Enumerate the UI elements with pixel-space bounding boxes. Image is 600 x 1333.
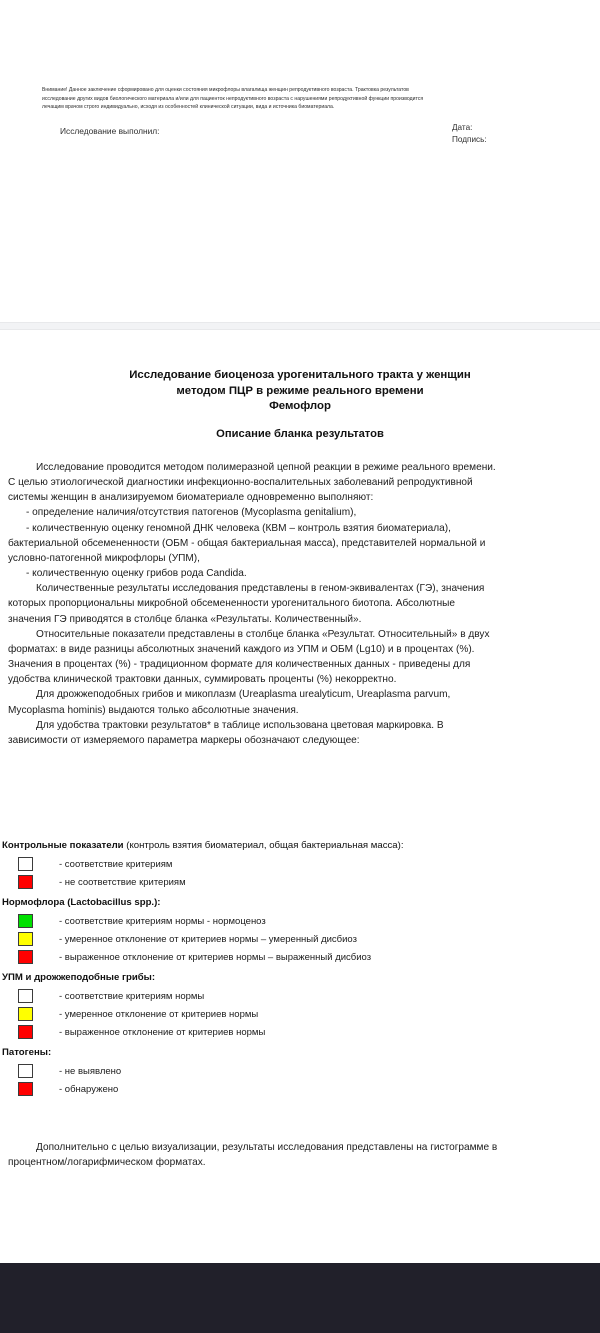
paragraph-line: - количественную оценку грибов рода Candida. bbox=[26, 568, 247, 580]
paragraph-line: Дополнительно с целью визуализации, результаты исследования представлены на гистограмме в bbox=[36, 1142, 498, 1153]
paragraph-line: Для дрожжеподобных грибов и микоплазм (Ureaplasma urealyticum, Ureaplasma parvum, bbox=[36, 689, 451, 701]
page-subtitle: Описание бланка результатов bbox=[216, 428, 384, 440]
paragraph-line: системы женщин в анализируемом биоматериале одновременно выполняют: bbox=[8, 492, 374, 504]
paragraph-line: Для удобства трактовки результатов* в таблице использована цветовая маркировка. В bbox=[36, 719, 444, 731]
legend-heading-bold: УПМ и дрожжеподобные грибы: bbox=[2, 972, 156, 983]
paragraph-line: - количественную оценку геномной ДНК человека (КВМ – контроль взятия биоматериала), bbox=[26, 522, 451, 534]
body-text bbox=[8, 460, 600, 748]
legend-row-label: - умеренное отклонение от критериев нормы – умеренный дисбиоз bbox=[59, 933, 357, 945]
paragraph-line: Mycoplasma hominis) выдаются только абсолютные значения. bbox=[8, 704, 299, 716]
legend-group-control-indicators bbox=[0, 840, 600, 891]
legend-group-heading bbox=[0, 972, 600, 983]
warning-line: лечащим врачом строго индивидуально, исходя из особенностей клинической ситуации, вида и источника биоматериала. bbox=[42, 104, 335, 111]
signature-row bbox=[0, 122, 600, 152]
legend-heading-bold: Контрольные показатели bbox=[2, 840, 124, 851]
legend-row-label: - не выявлено bbox=[59, 1065, 122, 1077]
paragraph-line: которых пропорциональны микробной обсемененности урогенитального биотопа. Абсолютные bbox=[8, 598, 456, 610]
closing-text bbox=[8, 1140, 600, 1170]
paragraph-line: - определение наличия/отсутствия патогенов (Mycoplasma genitalium), bbox=[26, 507, 357, 519]
paragraph-line: С целью этиологической диагностики инфекционно-воспалительных заболеваний репродуктивной bbox=[8, 477, 473, 489]
paragraph-line: Исследование проводится методом полимеразной цепной реакции в режиме реального времени. bbox=[36, 462, 496, 473]
color-swatch-icon bbox=[18, 950, 33, 964]
legend-group-heading bbox=[0, 897, 600, 908]
page-separator bbox=[0, 322, 600, 330]
legend-row-label: - выраженное отклонение от критериев нормы bbox=[59, 1026, 266, 1038]
legend-row bbox=[0, 1005, 600, 1023]
page-title-line: Фемофлор bbox=[269, 400, 331, 413]
warning-note bbox=[42, 86, 566, 112]
legend-group-normoflora bbox=[0, 897, 600, 966]
warning-line: Внимание! Данное заключение сформировано для оценки состояния микрофлоры влагалища женщин репродуктивного возраста. Трактовка результатов bbox=[42, 87, 409, 93]
paragraph-line: процентном/логарифмическом форматах. bbox=[8, 1157, 206, 1169]
legend-row bbox=[0, 987, 600, 1005]
color-swatch-icon bbox=[18, 1025, 33, 1039]
app-footer-bar bbox=[0, 1263, 600, 1333]
paragraph-line: Количественные результаты исследования представлены в геном-эквивалентах (ГЭ), значения bbox=[36, 583, 485, 595]
legend-row-label: - обнаружено bbox=[59, 1083, 119, 1095]
date-label: Дата: bbox=[452, 123, 473, 132]
legend-heading-rest: (контроль взятия биоматериал, общая бактериальная масса): bbox=[123, 840, 404, 851]
paragraph-line: форматах: в виде разницы абсолютных значений каждого из УПМ и ОБМ (Lg10) и в процентах (%). bbox=[8, 643, 475, 655]
performed-by-label: Исследование выполнил: bbox=[60, 126, 160, 136]
paragraph-line: Значения в процентах (%) - традиционном формате для количественных данных - приведены для bbox=[8, 659, 471, 671]
legend-heading-bold: Патогены: bbox=[2, 1047, 52, 1058]
paragraph-line: бактериальной обсемененности (ОБМ - общая бактериальная масса), представителей нормальной и bbox=[8, 537, 486, 549]
legend-row bbox=[0, 1062, 600, 1080]
paragraph-line: удобства клинической трактовки данных, суммировать проценты (%) некорректно. bbox=[8, 674, 397, 686]
legend-row-label: - соответствие критериям нормы - нормоценоз bbox=[59, 915, 266, 927]
page-title-line: методом ПЦР в режиме реального времени bbox=[176, 384, 424, 397]
document-page-previous bbox=[0, 0, 600, 322]
color-swatch-icon bbox=[18, 989, 33, 1003]
legend-group-pathogens bbox=[0, 1047, 600, 1098]
color-swatch-icon bbox=[18, 932, 33, 946]
legend-row bbox=[0, 948, 600, 966]
legend-group-heading bbox=[0, 840, 600, 851]
legend-row bbox=[0, 912, 600, 930]
legend-row-label: - не соответствие критериям bbox=[59, 876, 186, 888]
document-page-current bbox=[0, 330, 600, 1263]
color-swatch-icon bbox=[18, 875, 33, 889]
legend-row bbox=[0, 930, 600, 948]
legend-row bbox=[0, 873, 600, 891]
legend-group-heading bbox=[0, 1047, 600, 1058]
legend-row-label: - соответствие критериям нормы bbox=[59, 990, 205, 1002]
color-swatch-icon bbox=[18, 1064, 33, 1078]
legend-heading-bold: Нормофлора (Lactobacillus spp.): bbox=[2, 897, 161, 908]
page-title-line: Исследование биоценоза урогенитального тракта у женщин bbox=[129, 369, 471, 381]
legend-group-opportunistic-flora bbox=[0, 972, 600, 1041]
paragraph-line: условно-патогенной микрофлоры (УПМ), bbox=[8, 552, 200, 564]
legend-row bbox=[0, 1023, 600, 1041]
signature-label: Подпись: bbox=[452, 134, 487, 144]
warning-line: исследование других видов биологического материала и/или для пациенток непродуктивного возраста с нарушениями репродуктивной функции производится bbox=[42, 95, 424, 102]
legend-row-label: - умеренное отклонение от критериев нормы bbox=[59, 1008, 259, 1020]
color-legend bbox=[0, 840, 600, 1104]
legend-row-label: - соответствие критериям bbox=[59, 858, 173, 870]
color-swatch-icon bbox=[18, 1007, 33, 1021]
paragraph-line: Относительные показатели представлены в столбце бланка «Результат. Относительный» в двух bbox=[36, 628, 490, 640]
color-swatch-icon bbox=[18, 914, 33, 928]
paragraph-line: значения ГЭ приводятся в столбце бланка «Результаты. Количественный». bbox=[8, 613, 362, 625]
color-swatch-icon bbox=[18, 857, 33, 871]
page-title bbox=[0, 368, 600, 415]
legend-row-label: - выраженное отклонение от критериев нормы – выраженный дисбиоз bbox=[59, 951, 372, 963]
legend-row bbox=[0, 855, 600, 873]
date-signature-block bbox=[452, 122, 487, 145]
paragraph-line: зависимости от измеряемого параметра маркеры обозначают следующее: bbox=[8, 734, 360, 746]
color-swatch-icon bbox=[18, 1082, 33, 1096]
legend-row bbox=[0, 1080, 600, 1098]
